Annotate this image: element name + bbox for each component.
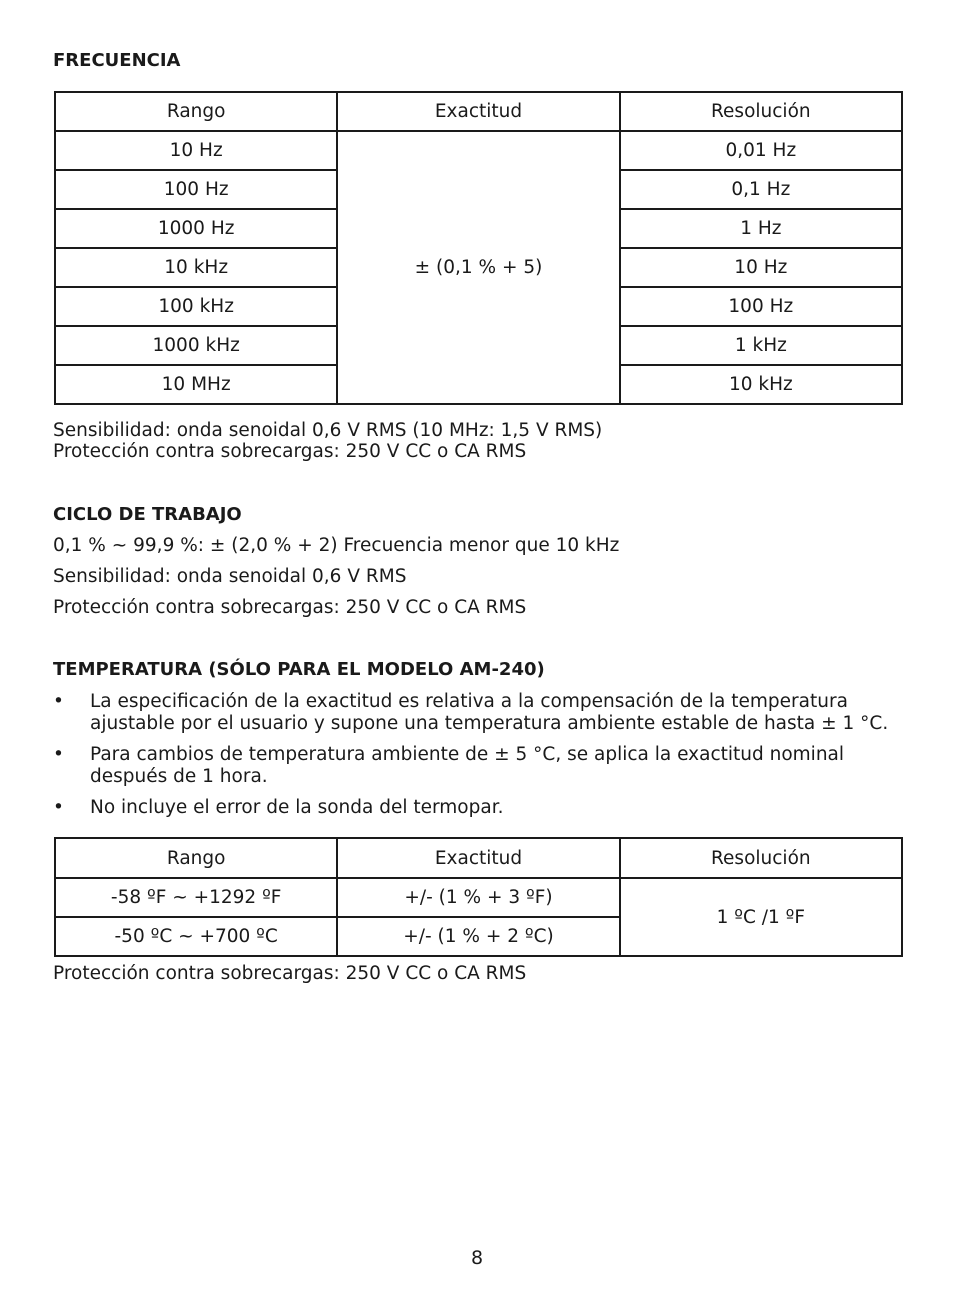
ciclo-sensitivity-line: Sensibilidad: onda senoidal 0,6 V RMS bbox=[53, 566, 407, 587]
bullet-marker: • bbox=[53, 691, 64, 712]
temperatura-overload-note: Protección contra sobrecargas: 250 V CC o CA RMS bbox=[53, 963, 527, 984]
header-resolucion: Resolución bbox=[620, 92, 902, 131]
ciclo-range-line: 0,1 % ~ 99,9 %: ± (2,0 % + 2) Frecuencia menor que 10 kHz bbox=[53, 535, 620, 556]
accuracy-cell: +/- (1 % + 2 ºC) bbox=[337, 917, 619, 956]
bullet-item: La especificación de la exactitud es relativa a la compensación de la temperatura ajustable por el usuario y supone una temperatura ambiente estable de hasta ± 1 °C. bbox=[90, 691, 889, 734]
bullet-marker: • bbox=[53, 744, 64, 765]
header-resolucion: Resolución bbox=[620, 838, 902, 878]
resolution-cell: 100 Hz bbox=[620, 287, 902, 326]
frecuencia-sensitivity-note: Sensibilidad: onda senoidal 0,6 V RMS (10 MHz: 1,5 V RMS) bbox=[53, 420, 603, 441]
resolution-cell: 1 ºC /1 ºF bbox=[620, 878, 902, 956]
resolution-cell: 0,1 Hz bbox=[620, 170, 902, 209]
bullet-marker: • bbox=[53, 797, 64, 818]
ciclo-heading: CICLO DE TRABAJO bbox=[53, 504, 242, 525]
bullet-item: Para cambios de temperatura ambiente de ± 5 °C, se aplica la exactitud nominal después de 1 hora. bbox=[90, 744, 845, 787]
table-row bbox=[55, 878, 902, 917]
table-row bbox=[55, 131, 902, 170]
ciclo-overload-line: Protección contra sobrecargas: 250 V CC o CA RMS bbox=[53, 597, 527, 618]
accuracy-cell: +/- (1 % + 3 ºF) bbox=[337, 878, 619, 917]
resolution-cell: 1 kHz bbox=[620, 326, 902, 365]
header-rango: Rango bbox=[55, 92, 337, 131]
range-cell: 10 MHz bbox=[55, 365, 337, 404]
header-rango: Rango bbox=[55, 838, 337, 878]
header-exactitud: Exactitud bbox=[337, 838, 619, 878]
accuracy-cell: ± (0,1 % + 5) bbox=[337, 131, 619, 404]
frecuencia-overload-note: Protección contra sobrecargas: 250 V CC o CA RMS bbox=[53, 441, 527, 462]
range-cell: 100 kHz bbox=[55, 287, 337, 326]
temperatura-heading: TEMPERATURA (SÓLO PARA EL MODELO AM-240) bbox=[53, 659, 545, 680]
bullet-item: No incluye el error de la sonda del termopar. bbox=[90, 797, 504, 818]
table-header-row bbox=[55, 838, 902, 878]
temperatura-table bbox=[54, 837, 903, 957]
range-cell: 10 kHz bbox=[55, 248, 337, 287]
table-header-row bbox=[55, 92, 902, 131]
resolution-cell: 1 Hz bbox=[620, 209, 902, 248]
frecuencia-heading: FRECUENCIA bbox=[53, 50, 181, 71]
resolution-cell: 10 kHz bbox=[620, 365, 902, 404]
range-cell: -58 ºF ~ +1292 ºF bbox=[55, 878, 337, 917]
range-cell: 1000 kHz bbox=[55, 326, 337, 365]
resolution-cell: 0,01 Hz bbox=[620, 131, 902, 170]
range-cell: 10 Hz bbox=[55, 131, 337, 170]
range-cell: -50 ºC ~ +700 ºC bbox=[55, 917, 337, 956]
page-number: 8 bbox=[470, 1247, 484, 1269]
range-cell: 1000 Hz bbox=[55, 209, 337, 248]
frecuencia-table bbox=[54, 91, 903, 405]
range-cell: 100 Hz bbox=[55, 170, 337, 209]
resolution-cell: 10 Hz bbox=[620, 248, 902, 287]
header-exactitud: Exactitud bbox=[337, 92, 619, 131]
